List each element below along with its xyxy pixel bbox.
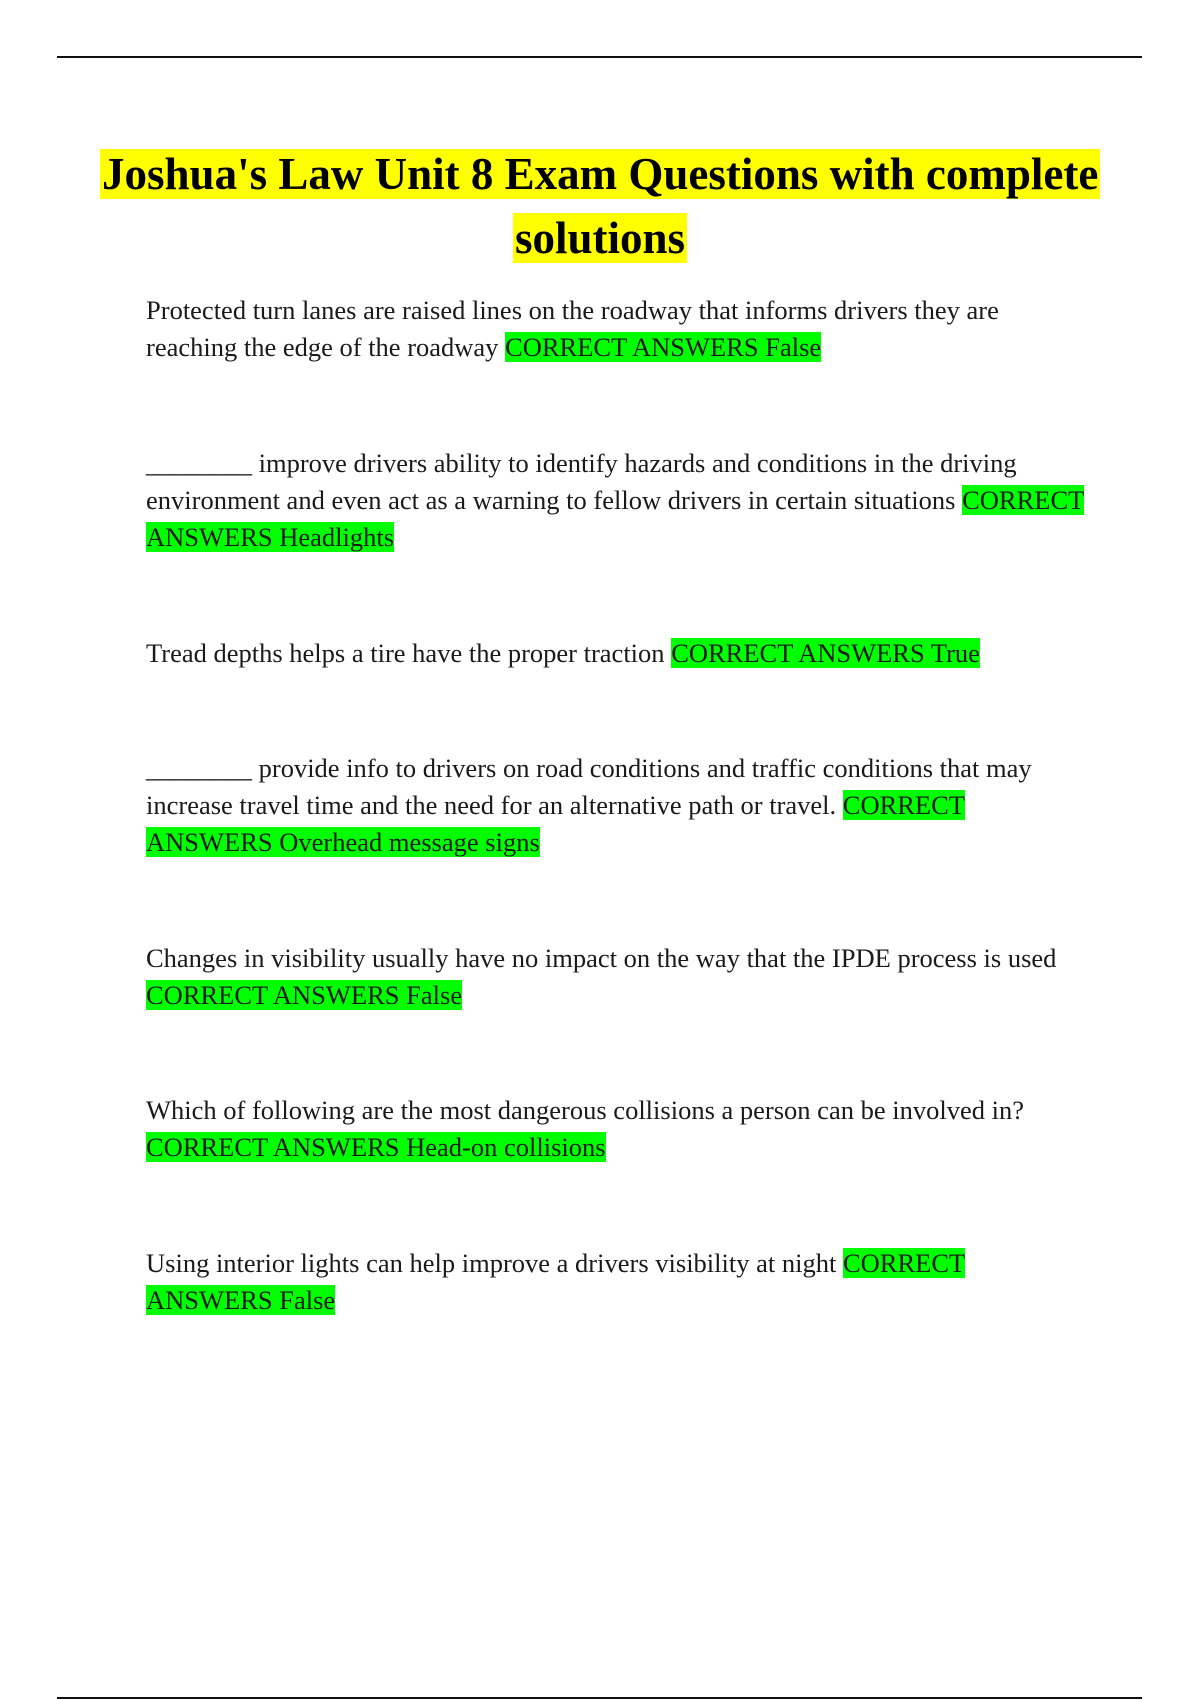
qa-item-7 xyxy=(146,1245,1086,1319)
qa-item-5 xyxy=(146,940,1086,1014)
answer-highlight: CORRECT ANSWERS False xyxy=(146,980,463,1010)
answer-highlight: CORRECT ANSWERS True xyxy=(671,638,980,668)
question-text: Tread depths helps a tire have the proper traction xyxy=(146,638,665,668)
question-text: Which of following are the most dangerous collisions a person can be involved in? xyxy=(146,1095,1024,1125)
footer-rule xyxy=(57,1697,1142,1699)
answer-highlight: CORRECT ANSWERS False xyxy=(146,1248,966,1315)
answer-highlight: CORRECT ANSWERS Overhead message signs xyxy=(146,790,965,857)
answer-highlight: CORRECT ANSWERS Head-on collisions xyxy=(146,1132,606,1162)
qa-item-3 xyxy=(146,635,1086,672)
question-text: Changes in visibility usually have no impact on the way that the IPDE process is used xyxy=(146,943,1057,973)
question-text: Using interior lights can help improve a drivers visibility at night xyxy=(146,1248,837,1278)
answer-highlight: CORRECT ANSWERS False xyxy=(505,332,822,362)
header-rule xyxy=(57,56,1142,58)
document-title-text: Joshua's Law Unit 8 Exam Questions with complete solutions xyxy=(102,149,1099,263)
qa-item-1 xyxy=(146,292,1086,366)
qa-item-4 xyxy=(146,750,1086,861)
answer-highlight: CORRECT ANSWERS Headlights xyxy=(146,485,1085,552)
question-text: ________ provide info to drivers on road conditions and traffic conditions that may increase travel time and the need for an alternative path or travel. xyxy=(146,753,1032,820)
qa-item-6 xyxy=(146,1092,1086,1166)
document-title xyxy=(100,142,1100,270)
question-text: ________ improve drivers ability to identify hazards and conditions in the driving environment and even act as a warning to fellow drivers in certain situations xyxy=(146,448,1017,515)
question-text: Protected turn lanes are raised lines on the roadway that informs drivers they are reaching the edge of the roadway xyxy=(146,295,999,362)
qa-item-2 xyxy=(146,445,1086,556)
